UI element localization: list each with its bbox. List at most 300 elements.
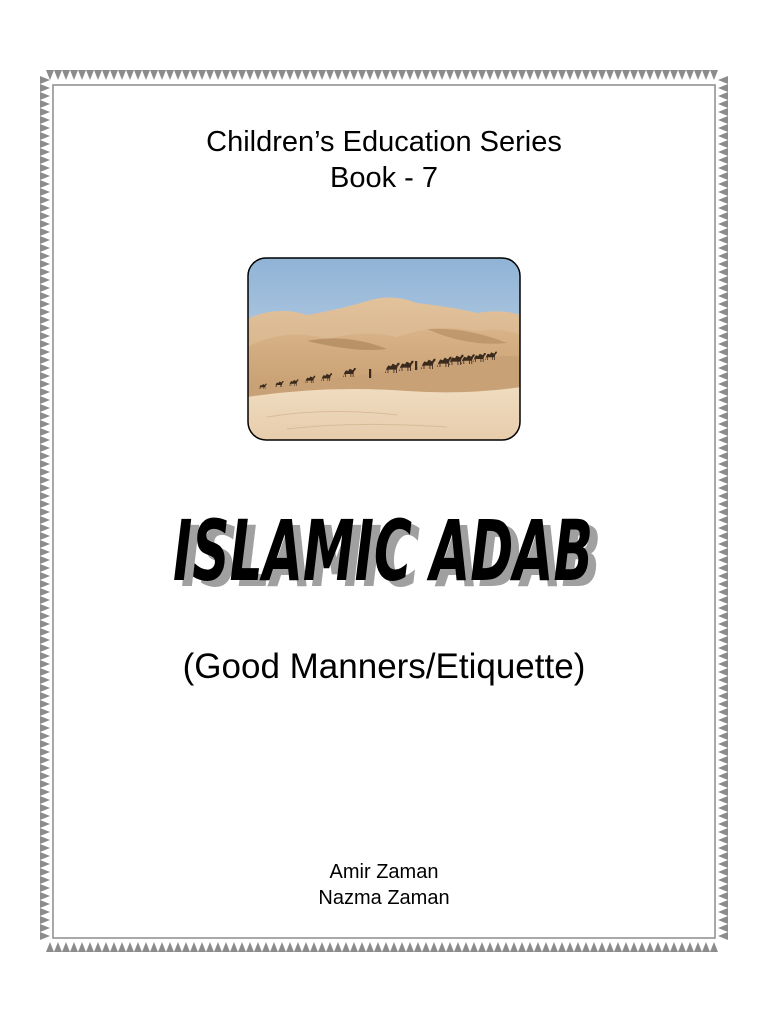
- border-triangle: [534, 70, 542, 80]
- border-triangle: [718, 476, 728, 484]
- border-triangle: [110, 70, 118, 80]
- border-triangle: [40, 468, 50, 476]
- border-triangle: [702, 70, 710, 80]
- border-triangle: [510, 70, 518, 80]
- border-triangle: [182, 942, 190, 952]
- border-triangle: [718, 348, 728, 356]
- border-triangle: [582, 70, 590, 80]
- main-title: [0, 490, 768, 610]
- border-triangle: [446, 70, 454, 80]
- border-triangle: [40, 932, 50, 940]
- border-triangle: [166, 70, 174, 80]
- border-triangle: [40, 236, 50, 244]
- border-triangle: [718, 820, 728, 828]
- border-triangle: [390, 70, 398, 80]
- border-triangle: [40, 732, 50, 740]
- border-triangle: [430, 942, 438, 952]
- border-triangle: [718, 228, 728, 236]
- border-triangle: [40, 388, 50, 396]
- border-triangle: [40, 268, 50, 276]
- border-triangle: [40, 332, 50, 340]
- border-triangle: [718, 836, 728, 844]
- border-triangle: [358, 942, 366, 952]
- border-triangle: [40, 404, 50, 412]
- border-triangle: [40, 460, 50, 468]
- border-triangle: [598, 70, 606, 80]
- border-triangle: [718, 204, 728, 212]
- border-triangle: [278, 70, 286, 80]
- border-triangle: [718, 340, 728, 348]
- border-triangle: [246, 942, 254, 952]
- border-triangle: [366, 70, 374, 80]
- border-triangle: [638, 942, 646, 952]
- border-triangle: [462, 70, 470, 80]
- border-triangle: [470, 942, 478, 952]
- border-triangle: [718, 428, 728, 436]
- border-triangle: [310, 942, 318, 952]
- border-triangle: [526, 942, 534, 952]
- main-title-text: ISLAMIC ADAB: [173, 502, 593, 600]
- border-triangle: [718, 332, 728, 340]
- border-triangle: [198, 70, 206, 80]
- border-triangle: [334, 70, 342, 80]
- border-triangle: [518, 70, 526, 80]
- border-triangle: [414, 942, 422, 952]
- border-triangle: [622, 942, 630, 952]
- border-triangle: [718, 788, 728, 796]
- border-triangle: [718, 796, 728, 804]
- border-triangle: [40, 100, 50, 108]
- border-triangle: [718, 260, 728, 268]
- border-triangle: [342, 70, 350, 80]
- border-triangle: [494, 942, 502, 952]
- border-triangle: [486, 942, 494, 952]
- border-triangle: [718, 812, 728, 820]
- border-triangle: [686, 942, 694, 952]
- border-triangle: [718, 252, 728, 260]
- border-triangle: [254, 70, 262, 80]
- border-triangle: [718, 916, 728, 924]
- border-triangle: [40, 348, 50, 356]
- walking-figure: [415, 361, 417, 370]
- border-triangle: [40, 340, 50, 348]
- border-triangle: [718, 780, 728, 788]
- border-triangle: [134, 70, 142, 80]
- border-triangle: [40, 836, 50, 844]
- series-title: Children’s Education Series: [206, 126, 562, 158]
- border-triangle: [126, 942, 134, 952]
- border-triangle: [526, 70, 534, 80]
- border-triangle: [150, 942, 158, 952]
- border-triangle: [40, 84, 50, 92]
- border-triangle: [718, 708, 728, 716]
- border-triangle: [126, 70, 134, 80]
- border-triangle: [694, 70, 702, 80]
- border-triangle: [190, 70, 198, 80]
- border-triangle: [470, 70, 478, 80]
- border-triangle: [390, 942, 398, 952]
- border-triangle: [718, 284, 728, 292]
- border-triangle: [454, 942, 462, 952]
- border-triangle: [142, 942, 150, 952]
- border-triangle: [40, 476, 50, 484]
- border-triangle: [478, 942, 486, 952]
- border-triangle: [510, 942, 518, 952]
- border-triangle: [40, 748, 50, 756]
- border-triangle: [40, 812, 50, 820]
- border-triangle: [718, 316, 728, 324]
- border-triangle: [718, 116, 728, 124]
- border-triangle: [438, 942, 446, 952]
- border-triangle: [40, 628, 50, 636]
- border-triangle: [86, 70, 94, 80]
- border-triangle: [374, 942, 382, 952]
- border-triangle: [40, 428, 50, 436]
- border-triangle: [670, 70, 678, 80]
- border-triangle: [718, 732, 728, 740]
- border-triangle: [40, 708, 50, 716]
- border-triangle: [718, 628, 728, 636]
- border-triangle: [46, 70, 54, 80]
- border-triangle: [542, 942, 550, 952]
- border-triangle: [718, 436, 728, 444]
- border-triangle: [78, 942, 86, 952]
- border-triangle: [630, 942, 638, 952]
- border-triangle: [718, 388, 728, 396]
- border-triangle: [318, 70, 326, 80]
- border-triangle: [366, 942, 374, 952]
- border-triangle: [118, 70, 126, 80]
- border-triangle: [718, 380, 728, 388]
- border-triangle: [590, 70, 598, 80]
- border-triangle: [40, 788, 50, 796]
- border-triangle: [230, 70, 238, 80]
- border-triangle: [270, 70, 278, 80]
- border-triangle: [718, 636, 728, 644]
- border-triangle: [550, 70, 558, 80]
- border-triangle: [94, 942, 102, 952]
- border-triangle: [718, 324, 728, 332]
- border-triangle: [678, 942, 686, 952]
- border-triangle: [40, 700, 50, 708]
- border-triangle: [286, 942, 294, 952]
- border-triangle: [342, 942, 350, 952]
- border-triangle: [40, 284, 50, 292]
- border-triangle: [46, 942, 54, 952]
- border-triangle: [40, 372, 50, 380]
- border-triangle: [206, 942, 214, 952]
- border-triangle: [40, 196, 50, 204]
- border-triangle: [40, 276, 50, 284]
- border-triangle: [518, 942, 526, 952]
- border-triangle: [646, 70, 654, 80]
- border-triangle: [718, 724, 728, 732]
- border-triangle: [718, 748, 728, 756]
- border-triangle: [718, 764, 728, 772]
- border-triangle: [262, 942, 270, 952]
- border-triangle: [718, 372, 728, 380]
- border-triangle: [646, 942, 654, 952]
- book-number: Book - 7: [330, 162, 438, 194]
- border-triangle: [40, 820, 50, 828]
- border-triangle: [606, 70, 614, 80]
- border-triangle: [502, 70, 510, 80]
- border-triangle: [40, 396, 50, 404]
- border-triangle: [718, 396, 728, 404]
- border-triangle: [214, 70, 222, 80]
- border-triangle: [718, 740, 728, 748]
- border-triangle: [494, 70, 502, 80]
- border-triangle: [190, 942, 198, 952]
- border-triangle: [294, 70, 302, 80]
- border-triangle: [718, 420, 728, 428]
- border-triangle: [174, 942, 182, 952]
- border-triangle: [54, 942, 62, 952]
- border-triangle: [406, 70, 414, 80]
- border-triangle: [278, 942, 286, 952]
- border-triangle: [222, 942, 230, 952]
- border-triangle: [718, 292, 728, 300]
- border-triangle: [40, 772, 50, 780]
- border-triangle: [40, 916, 50, 924]
- border-triangle: [166, 942, 174, 952]
- border-triangle: [40, 436, 50, 444]
- border-triangle: [558, 70, 566, 80]
- border-triangle: [350, 942, 358, 952]
- border-triangle: [40, 692, 50, 700]
- border-triangle: [718, 356, 728, 364]
- border-triangle: [718, 804, 728, 812]
- border-triangle: [718, 244, 728, 252]
- border-triangle: [718, 692, 728, 700]
- border-triangle: [238, 70, 246, 80]
- border-triangle: [40, 612, 50, 620]
- border-triangle: [398, 70, 406, 80]
- border-triangle: [40, 764, 50, 772]
- border-triangle: [270, 942, 278, 952]
- border-triangle: [358, 70, 366, 80]
- border-triangle: [70, 942, 78, 952]
- border-triangle: [158, 942, 166, 952]
- border-triangle: [350, 70, 358, 80]
- border-triangle: [94, 70, 102, 80]
- border-triangle: [40, 116, 50, 124]
- border-triangle: [326, 70, 334, 80]
- border-triangle: [374, 70, 382, 80]
- border-triangle: [718, 844, 728, 852]
- border-triangle: [718, 852, 728, 860]
- border-triangle: [40, 452, 50, 460]
- border-triangle: [40, 756, 50, 764]
- border-triangle: [118, 942, 126, 952]
- border-triangle: [40, 220, 50, 228]
- border-triangle: [40, 636, 50, 644]
- border-triangle: [574, 942, 582, 952]
- border-triangle: [454, 70, 462, 80]
- border-triangle: [422, 942, 430, 952]
- border-triangle: [286, 70, 294, 80]
- border-triangle: [438, 70, 446, 80]
- border-triangle: [254, 942, 262, 952]
- desert-camel-caravan-image: [247, 257, 521, 441]
- border-triangle: [110, 942, 118, 952]
- border-triangle: [718, 756, 728, 764]
- border-triangle: [686, 70, 694, 80]
- border-triangle: [40, 380, 50, 388]
- border-triangle: [582, 942, 590, 952]
- border-triangle: [40, 260, 50, 268]
- border-triangle: [40, 212, 50, 220]
- border-triangle: [382, 70, 390, 80]
- border-triangle: [40, 244, 50, 252]
- border-triangle: [230, 942, 238, 952]
- border-triangle: [718, 364, 728, 372]
- border-triangle: [326, 942, 334, 952]
- border-triangle: [638, 70, 646, 80]
- border-triangle: [718, 84, 728, 92]
- border-triangle: [150, 70, 158, 80]
- border-triangle: [654, 942, 662, 952]
- border-triangle: [334, 942, 342, 952]
- border-triangle: [678, 70, 686, 80]
- border-triangle: [718, 412, 728, 420]
- border-triangle: [40, 716, 50, 724]
- border-triangle: [102, 70, 110, 80]
- border-triangle: [40, 364, 50, 372]
- border-triangle: [158, 70, 166, 80]
- border-triangle: [614, 942, 622, 952]
- author-name: Amir Zaman: [329, 861, 439, 883]
- border-triangle: [718, 108, 728, 116]
- border-triangle: [294, 942, 302, 952]
- border-triangle: [40, 324, 50, 332]
- border-triangle: [662, 70, 670, 80]
- border-triangle: [40, 308, 50, 316]
- border-triangle: [222, 70, 230, 80]
- border-triangle: [606, 942, 614, 952]
- border-triangle: [102, 942, 110, 952]
- border-triangle: [70, 70, 78, 80]
- border-triangle: [566, 70, 574, 80]
- border-triangle: [718, 76, 728, 84]
- border-triangle: [710, 70, 718, 80]
- border-triangle: [558, 942, 566, 952]
- border-triangle: [198, 942, 206, 952]
- border-triangle: [614, 70, 622, 80]
- border-triangle: [174, 70, 182, 80]
- border-triangle: [718, 276, 728, 284]
- border-triangle: [40, 420, 50, 428]
- border-triangle: [40, 796, 50, 804]
- border-triangle: [382, 942, 390, 952]
- author-name: Nazma Zaman: [318, 887, 450, 909]
- border-triangle: [574, 70, 582, 80]
- border-triangle: [718, 100, 728, 108]
- border-triangle: [40, 316, 50, 324]
- border-triangle: [718, 772, 728, 780]
- border-triangle: [40, 108, 50, 116]
- border-triangle: [86, 942, 94, 952]
- border-triangle: [318, 942, 326, 952]
- border-triangle: [40, 76, 50, 84]
- border-triangle: [40, 852, 50, 860]
- border-triangle: [718, 460, 728, 468]
- border-triangle: [238, 942, 246, 952]
- border-triangle: [670, 942, 678, 952]
- border-triangle: [718, 268, 728, 276]
- border-triangle: [718, 452, 728, 460]
- border-triangle: [702, 942, 710, 952]
- border-triangle: [718, 444, 728, 452]
- border-triangle: [40, 828, 50, 836]
- border-triangle: [718, 236, 728, 244]
- border-triangle: [542, 70, 550, 80]
- border-triangle: [406, 942, 414, 952]
- border-triangle: [310, 70, 318, 80]
- border-triangle: [302, 70, 310, 80]
- border-triangle: [398, 942, 406, 952]
- border-triangle: [302, 942, 310, 952]
- border-triangle: [718, 308, 728, 316]
- border-triangle: [718, 196, 728, 204]
- border-triangle: [718, 212, 728, 220]
- border-triangle: [214, 942, 222, 952]
- border-triangle: [718, 924, 728, 932]
- border-triangle: [718, 404, 728, 412]
- border-triangle: [246, 70, 254, 80]
- border-triangle: [134, 942, 142, 952]
- border-triangle: [40, 412, 50, 420]
- border-triangle: [40, 252, 50, 260]
- border-triangle: [550, 942, 558, 952]
- border-triangle: [718, 220, 728, 228]
- border-triangle: [40, 92, 50, 100]
- border-triangle: [430, 70, 438, 80]
- border-triangle: [486, 70, 494, 80]
- border-triangle: [40, 228, 50, 236]
- border-triangle: [446, 942, 454, 952]
- main-title-shadow: ISLAMIC ADAB: [181, 508, 601, 606]
- border-triangle: [40, 204, 50, 212]
- border-triangle: [78, 70, 86, 80]
- border-triangle: [422, 70, 430, 80]
- border-triangle: [590, 942, 598, 952]
- border-triangle: [62, 70, 70, 80]
- border-triangle: [142, 70, 150, 80]
- border-triangle: [40, 620, 50, 628]
- border-triangle: [718, 716, 728, 724]
- border-triangle: [598, 942, 606, 952]
- border-triangle: [718, 828, 728, 836]
- border-triangle: [40, 804, 50, 812]
- border-triangle: [630, 70, 638, 80]
- border-triangle: [662, 942, 670, 952]
- border-triangle: [40, 844, 50, 852]
- border-triangle: [718, 612, 728, 620]
- border-triangle: [40, 740, 50, 748]
- border-triangle: [718, 620, 728, 628]
- border-triangle: [478, 70, 486, 80]
- border-triangle: [718, 300, 728, 308]
- border-triangle: [462, 942, 470, 952]
- border-triangle: [502, 942, 510, 952]
- border-triangle: [718, 932, 728, 940]
- border-triangle: [414, 70, 422, 80]
- border-triangle: [534, 942, 542, 952]
- border-triangle: [40, 292, 50, 300]
- border-triangle: [206, 70, 214, 80]
- border-triangle: [40, 724, 50, 732]
